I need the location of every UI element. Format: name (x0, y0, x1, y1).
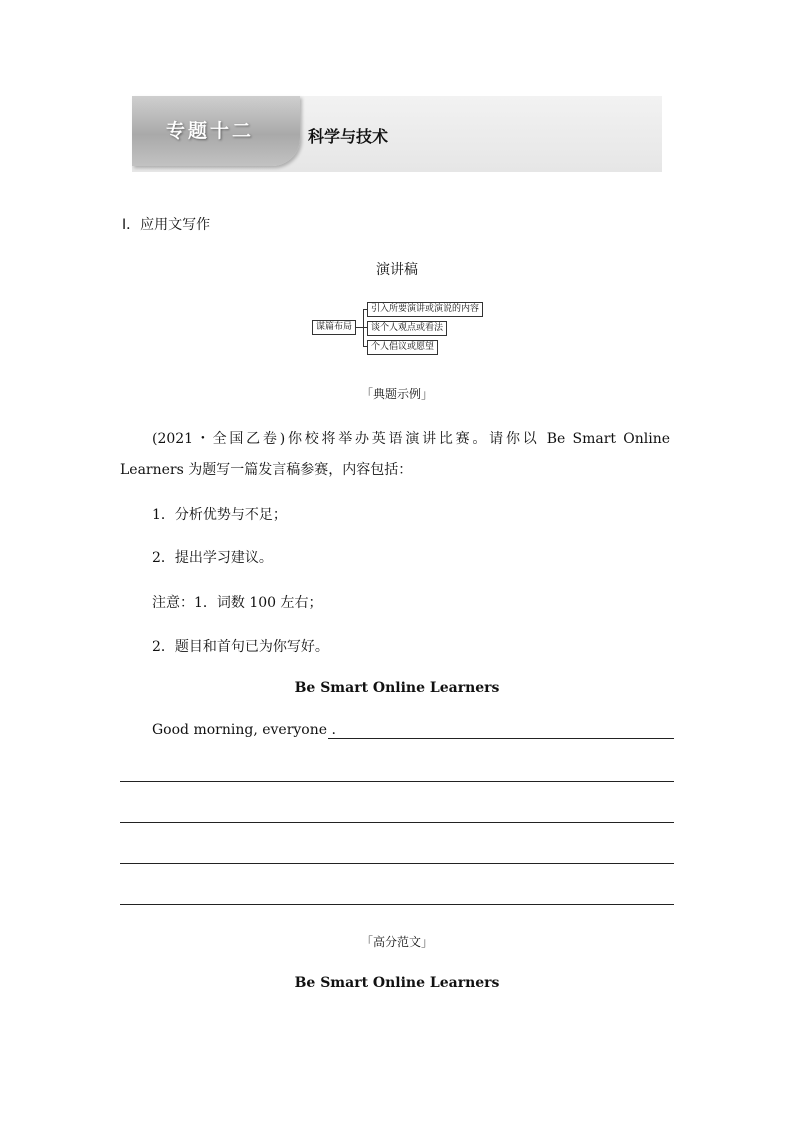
example-label: 「典题示例」 (360, 387, 433, 401)
essay-title: Be Smart Online Learners (294, 680, 500, 696)
diagram-root: 谋篇布局 (312, 320, 356, 335)
model-label: 「高分范文」 (360, 935, 433, 949)
genre-title: 演讲稿 (376, 262, 418, 278)
diagram-connector (355, 327, 363, 328)
prompt-note-1: 注意：1．词数 100 左右； (152, 595, 323, 611)
answer-line (120, 781, 674, 782)
answer-line (120, 904, 674, 905)
answer-line (120, 863, 674, 864)
essay-opening: Good morning, everyone . (152, 722, 336, 738)
answer-line (328, 738, 674, 739)
diagram-bracket (363, 309, 364, 347)
prompt-note-2: 2．题目和首句已为你写好。 (152, 639, 329, 655)
diagram-branch-2: 谈个人观点或看法 (367, 321, 447, 336)
answer-line (120, 822, 674, 823)
model-title: Be Smart Online Learners (294, 975, 500, 991)
section-heading: Ⅰ．应用文写作 (122, 217, 211, 233)
prompt-item-2: 2．提出学习建议。 (152, 550, 273, 566)
topic-title: 科学与技术 (308, 127, 389, 146)
prompt-line-1: (2021・全国乙卷)你校将举办英语演讲比赛。请你以 Be Smart Online (152, 431, 670, 447)
prompt-line-2: Learners 为题写一篇发言稿参赛，内容包括： (120, 462, 413, 478)
topic-number: 专题十二 (165, 120, 254, 142)
diagram-branch-1: 引入所要演讲或演说的内容 (367, 302, 483, 317)
diagram-branch-3: 个人倡议或愿望 (367, 340, 438, 355)
prompt-item-1: 1．分析优势与不足； (152, 507, 287, 523)
